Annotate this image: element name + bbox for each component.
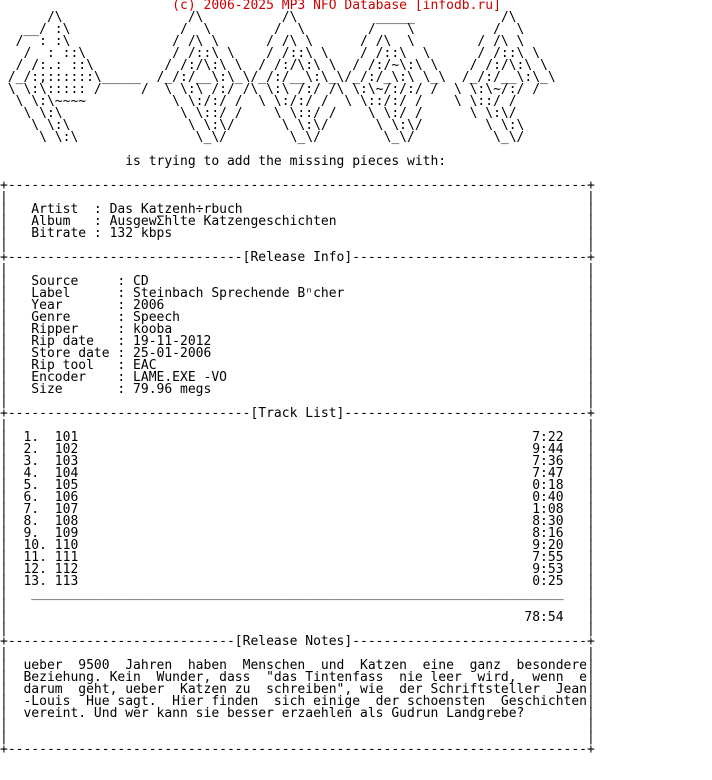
- ascii-logo-line: \ \:\~~~~ \ \:/:/ / \ \:/:/ / \ \::/:/ / \ \::/ /: [0, 94, 517, 109]
- release-info-fields: [0, 276, 595, 396]
- release-notes-line: | -Louis Hue sagt. Hier finden sich einige der schoensten Geschichten|: [0, 694, 595, 709]
- box-side: | |: [0, 622, 595, 637]
- release-notes-line: | vereint. Und wer kann sie besser erzaehlen als Gudrun Landgrebe? |: [0, 706, 595, 721]
- release-info-field: | Encoder : LAME.EXE -VO |: [0, 370, 595, 385]
- box-side: | |: [0, 262, 595, 277]
- track-row: | 8. 108 8:30 |: [0, 514, 595, 529]
- ascii-logo-line: \ \:\ \_\/ \_\/ \_\/ \_\/: [0, 130, 525, 145]
- track-list: [0, 432, 595, 588]
- release-info-field: | Source : CD |: [0, 274, 595, 289]
- ascii-logo-line: / : ::\ / /::\ \ / /::\ \ / /::\ \ / /::\ \: [0, 46, 541, 61]
- ascii-logo-line: __/ :\ / \ / \ / \ / \: [0, 22, 525, 37]
- box-side: | |: [0, 394, 595, 409]
- ascii-logo-line: / : :\ / /\ \ / /\ \ / /\ \ / /\ \: [0, 34, 525, 49]
- release-info-field: | Size : 79.96 megs |: [0, 382, 595, 397]
- track-row: | 7. 107 1:08 |: [0, 502, 595, 517]
- box-side: | |: [0, 238, 595, 253]
- box-side: | |: [0, 718, 595, 733]
- box-bottom-border: +--------------------------------------------------------------------------+: [0, 742, 595, 757]
- box-top-border: +--------------------------------------------------------------------------+: [0, 178, 595, 193]
- release-info-field: | Ripper : kooba |: [0, 322, 595, 337]
- artist-row: | Artist : Das Katzenh÷rbuch |: [0, 202, 595, 217]
- bitrate-row: | Bitrate : 132 kbps |: [0, 226, 595, 241]
- ascii-logo-line: /\ /\ /\ _____ /\: [0, 10, 517, 25]
- release-info-field: | Rip tool : EAC |: [0, 358, 595, 373]
- ascii-logo-line: /_/:;::::::\_____ /_/:/__\:\_\/_/:/__\:\_\/_/:/_\:\ \_\ /_/:/__\:\_\: [0, 70, 556, 85]
- box-side: | |: [0, 730, 595, 745]
- intro-text: is trying to add the missing pieces with:: [0, 154, 447, 169]
- track-row: | 9. 109 8:16 |: [0, 526, 595, 541]
- box-side: | |: [0, 418, 595, 433]
- track-row: | 12. 112 9:53 |: [0, 562, 595, 577]
- track-row: | 1. 101 7:22 |: [0, 430, 595, 445]
- copyright-header: (c) 2006-2025 MP3 NFO Database [infodb.ru]: [0, 0, 501, 13]
- ascii-logo-line: \ \:\::::: / / \ \:\ /:/ /\ \:\ /:/ /\ \:\~/:/:/ / \ \:\~/:/ /: [0, 82, 541, 97]
- release-notes-line: | Beziehung. Kein Wunder, dass "das Tintenfass nie leer wird, wenn e|: [0, 670, 595, 685]
- box-side: | |: [0, 646, 595, 661]
- release-info-field: | Rip date : 19-11-2012 |: [0, 334, 595, 349]
- release-info-divider: +------------------------------[Release Info]------------------------------+: [0, 250, 595, 265]
- total-time-row: | 78:54 |: [0, 610, 595, 625]
- release-info-field: | Store date : 25-01-2006 |: [0, 346, 595, 361]
- track-row: | 3. 103 7:36 |: [0, 454, 595, 469]
- album-row: | Album : AusgewΣhlte Katzengeschichten |: [0, 214, 595, 229]
- ascii-logo-line: \ \:\ \ \::/ / \ \::/ / \ \:/ / \ \:\/: [0, 106, 517, 121]
- release-notes-line: | darum geht, ueber Katzen zu schreiben", wie der Schriftsteller Jean|: [0, 682, 595, 697]
- box-side: | |: [0, 598, 595, 613]
- track-row: | 13. 113 0:25 |: [0, 574, 595, 589]
- track-row: | 2. 102 9:44 |: [0, 442, 595, 457]
- release-notes: [0, 660, 595, 720]
- release-info-field: | Year : 2006 |: [0, 298, 595, 313]
- track-row: | 5. 105 0:18 |: [0, 478, 595, 493]
- ascii-logo-line: \ \:\ \ \:\/ \ \:\/ \ \:\/ \ \:\: [0, 118, 525, 133]
- release-notes-line: | ueber 9500 Jahren haben Menschen und Katzen eine ganz besondere|: [0, 658, 595, 673]
- box-side: | |: [0, 190, 595, 205]
- release-info-field: | Label : Steinbach Sprechende Bⁿcher |: [0, 286, 595, 301]
- track-row: | 11. 111 7:55 |: [0, 550, 595, 565]
- release-info-field: | Genre : Speech |: [0, 310, 595, 325]
- ascii-logo-line: / /:.: ::\ / /:/\:\ \ / /:/\:\ \ / /:/~\:\ \ / /:/\:\ \: [0, 58, 548, 73]
- track-row: | 10. 110 9:20 |: [0, 538, 595, 553]
- track-row: | 6. 106 0:40 |: [0, 490, 595, 505]
- release-notes-divider: +-----------------------------[Release Notes]------------------------------+: [0, 634, 595, 649]
- ascii-logo: [0, 12, 595, 144]
- track-row: | 4. 104 7:47 |: [0, 466, 595, 481]
- track-total-rule: | ____________________________________________________________________ |: [0, 586, 595, 601]
- track-list-divider: +-------------------------------[Track List]-------------------------------+: [0, 406, 595, 421]
